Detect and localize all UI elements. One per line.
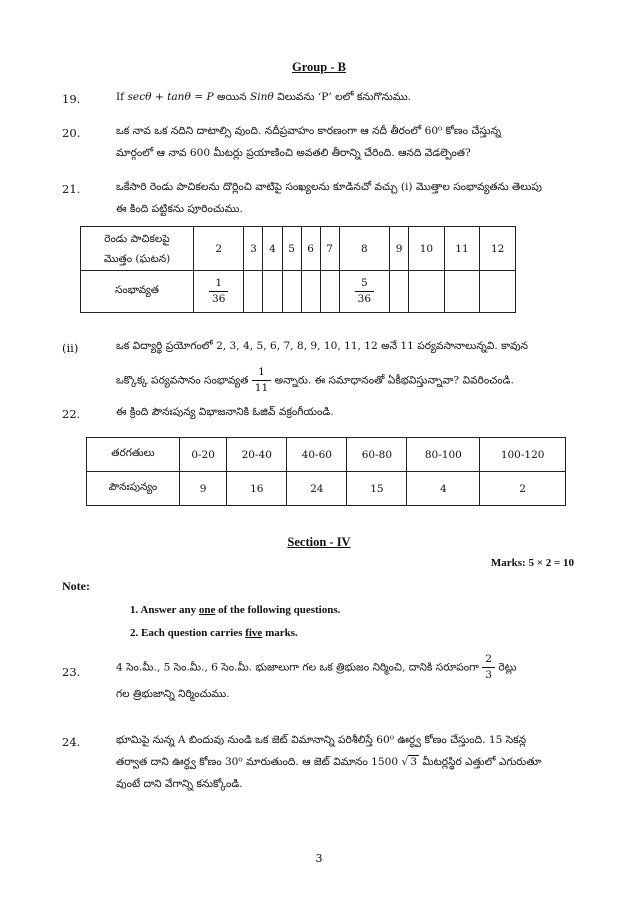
fraction: [482, 652, 495, 683]
classes-label: తరగతులు: [87, 438, 180, 472]
sum-cell: 12: [480, 227, 516, 271]
q21ii-line1: ఒక విద్యార్థి ప్రయోగంలో 2, 3, 4, 5, 6, 7, 8, 9, 10, 11, 12 అనే 11 పర్యవసానాలున్నవి. కావున: [116, 340, 528, 352]
probability-cell: [263, 271, 282, 313]
question-23: [116, 652, 594, 705]
q19-text-a: If: [116, 91, 125, 103]
frequency-cell: 16: [227, 472, 287, 506]
q19-text-c: విలువను ‘P’ లలో కనుగొనుము.: [277, 91, 412, 103]
note-item-2: [130, 627, 298, 639]
fraction-numerator: 1: [209, 276, 228, 292]
probability-cell: [301, 271, 320, 313]
q23-line2: గల త్రిభుజాన్ని నిర్మించుము.: [116, 688, 230, 700]
probability-cell: [320, 271, 339, 313]
sum-cell: 2: [194, 227, 244, 271]
q20-line1: ఒక నావ ఒక నదిని దాటాల్సి వుంది. నదీప్రవాహం కారణంగా ఆ నదీ తీరంలో 60⁰ కోణం చేస్తున్న: [116, 125, 502, 137]
q24-line2: [116, 751, 594, 773]
q21ii-text-a: ఒక్కొక్క పర్యవసానం సంభావ్యత: [116, 374, 249, 387]
dice-table-header-cell: [81, 227, 194, 271]
q20-line2: మార్గంలో ఆ నావ 600 మీటర్లు ప్రయాణించి అవతలి తీరాన్ని చేరింది. ఆనది వెడల్పెంత?: [116, 147, 471, 159]
dice-header-line-b: మొత్తం (ఘటన): [103, 252, 171, 265]
q22-text: ఈ క్రింది పౌనఃపున్య విభాజనానికి ఓజివ్ వక్రంగీయండి.: [116, 406, 334, 418]
note-item-2-a: 2. Each question carries: [130, 627, 243, 639]
class-cell: 100-120: [480, 438, 566, 472]
sum-cell: 8: [339, 227, 389, 271]
dice-sum-table: [80, 226, 516, 313]
question-21-ii: [116, 335, 594, 396]
q19-text-b: అయిన: [217, 91, 247, 103]
sqrt-radicand: 3: [410, 756, 418, 768]
frequency-table: [86, 437, 566, 506]
frequency-cell: 24: [287, 472, 347, 506]
frequency-cell: 9: [180, 472, 227, 506]
probability-cell: [480, 271, 516, 313]
probability-cell: [444, 271, 480, 313]
probability-cell: [244, 271, 263, 313]
question-22: [116, 401, 594, 423]
fraction: [209, 276, 228, 307]
class-cell: 80-100: [407, 438, 480, 472]
question-number: 24.: [62, 735, 81, 749]
class-cell: 40-60: [287, 438, 347, 472]
class-cell: 20-40: [227, 438, 287, 472]
frequency-cell: 15: [347, 472, 407, 506]
q24-line3: వుంటే దాని వేగాన్ని కనుక్కోండి.: [116, 778, 243, 790]
sqrt-symbol: √: [401, 756, 409, 768]
question-19: [116, 86, 594, 108]
sum-cell: 3: [244, 227, 263, 271]
fraction-numerator: 2: [482, 652, 495, 668]
class-cell: 0-20: [180, 438, 227, 472]
q21-line2: ఈ కింది పట్టికను పూరించుము.: [116, 203, 243, 215]
question-number: (ii): [62, 341, 79, 355]
fraction-denominator: 36: [357, 293, 372, 305]
note-item-1-a: 1. Answer any: [130, 604, 197, 616]
question-number: 23.: [62, 665, 81, 679]
fraction: [252, 365, 271, 396]
section-title: Section - IV: [287, 535, 351, 549]
question-21: [116, 176, 594, 220]
question-number: 19.: [62, 92, 81, 106]
fraction-denominator: 36: [212, 293, 226, 305]
question-24: [116, 729, 594, 795]
q21ii-text-b: అన్నారు. ఈ సమాధానంతో ఏకీభవిస్తున్నావా? వివరించండి.: [274, 374, 514, 387]
note-item-1-b: one: [198, 604, 216, 616]
fraction-numerator: 5: [355, 276, 374, 292]
fraction: [355, 276, 374, 307]
question-20: [116, 120, 594, 164]
probability-label: సంభావ్యత: [81, 271, 194, 313]
q23-line1-text: 4 సెం.మీ., 5 సెం.మీ., 6 సెం.మీ. భుజాలుగా గల ఒక త్రిభుజం నిర్మించి, దానికి సరూపంగా: [116, 661, 479, 674]
q23-line1: [116, 652, 594, 683]
page-number: 3: [315, 852, 323, 865]
sum-cell: 7: [320, 227, 339, 271]
note-item-1: [130, 604, 340, 616]
note-item-1-c: of the following questions.: [218, 604, 341, 616]
probability-cell: [339, 271, 389, 313]
fraction-numerator: 1: [252, 365, 271, 381]
frequency-label: పౌనఃపున్యం: [87, 472, 180, 506]
class-cell: 60-80: [347, 438, 407, 472]
fraction-denominator: 3: [485, 669, 493, 681]
group-title: Group - B: [292, 60, 346, 74]
question-number: 21.: [62, 182, 81, 196]
q19-formula: secθ + tanθ = P: [127, 91, 214, 103]
sum-cell: 9: [390, 227, 409, 271]
q21-line1: ఒకేసారి రెండు పాచికలను దొర్లించి వాటిపై సంఖ్యలను కూడినచో వచ్చు (i) మొత్తాల సంభావ్యతను తెలుపు: [116, 181, 542, 193]
note-item-2-b: five: [245, 627, 263, 639]
q21ii-line2: [116, 365, 594, 396]
probability-cell: [409, 271, 445, 313]
probability-cell: [282, 271, 301, 313]
note-item-2-c: marks.: [265, 627, 298, 639]
q24-line2-b: మీటర్లస్థిర ఎత్తులో ఎగురుతూ: [422, 756, 542, 768]
sum-cell: 4: [263, 227, 282, 271]
frequency-cell: 4: [407, 472, 480, 506]
q24-line2-a: తర్వాత దాని ఊర్ధ్వ కోణం 30⁰ మారుతుంది. ఆ జెట్ విమానం 1500: [116, 756, 399, 768]
probability-cell: [390, 271, 409, 313]
note-title: Note:: [62, 579, 90, 593]
question-number: 20.: [62, 126, 81, 140]
question-number: 22.: [62, 407, 81, 421]
q23-line1-end: రెట్లు: [498, 661, 517, 674]
sum-cell: 10: [409, 227, 445, 271]
sum-cell: 6: [301, 227, 320, 271]
frequency-cell: 2: [480, 472, 566, 506]
sum-cell: 11: [444, 227, 480, 271]
fraction-denominator: 11: [254, 382, 269, 394]
dice-header-line-a: రెండు పాచికలపై: [104, 232, 170, 245]
sum-cell: 5: [282, 227, 301, 271]
probability-cell: [194, 271, 244, 313]
q19-sin: Sinθ: [249, 91, 274, 103]
marks-label: Marks: 5 × 2 = 10: [490, 557, 574, 569]
q24-line1: భూమిపై నున్న A బిందువు నుండి ఒక జెట్ విమానాన్ని పరిశీలిస్తే 60⁰ ఊర్ధ్వ కోణం చేస్తుంది. 15 సెకన్ల: [116, 734, 527, 746]
